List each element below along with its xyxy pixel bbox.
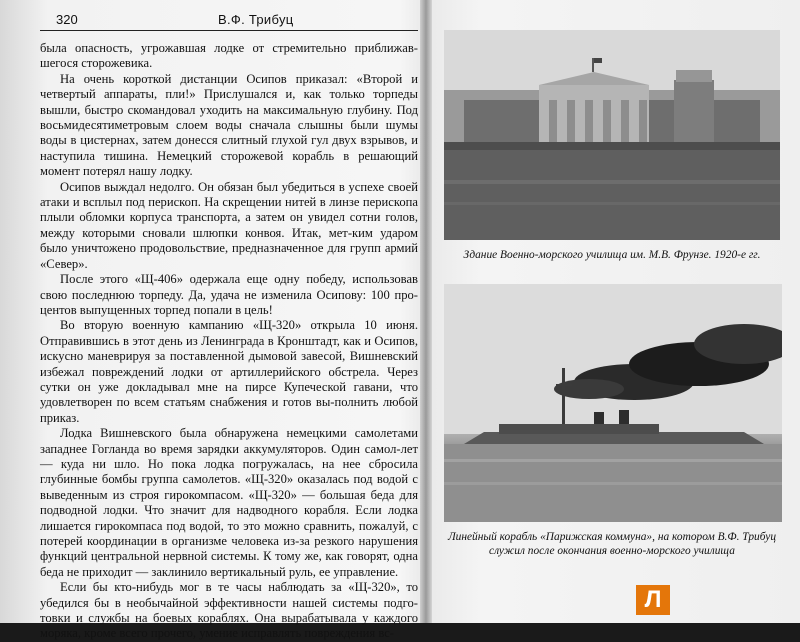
publisher-logo: Л xyxy=(636,585,670,615)
paragraph: Во вторую военную кампанию «Щ-320» открыла 10 июня. Отправившись в этот день из Ленинграда в Кронштадт, как и Осипов, искусно маневрируя за поставленной дымовой завесой, Вишневский избежал повреждений лодки от артиллерийского обстрела. Через сутки он уже докладывал мне на пирсе Купеческой гавани, что удовлетворен по всем статьям снабжения и готов вы-полнить любой приказ. xyxy=(40,318,418,425)
photo-caption-bottom xyxy=(432,530,792,558)
running-head: В.Ф. Трибуц xyxy=(218,12,294,27)
caption-line: служил после окончания военно-морского училища xyxy=(489,545,735,557)
naval-academy-photo xyxy=(444,30,780,240)
battleship-photo xyxy=(444,284,782,522)
paragraph: Если бы кто-нибудь мог в те часы наблюдать за «Щ-320», то убедился бы в необычайной эффективности нашей системы подго-товки и службы на боевых кораблях. Она вырабатывала у каждого моряка, кроме всего прочего, умение исправлять повреждения вс- xyxy=(40,580,418,641)
page-number: 320 xyxy=(56,12,78,27)
naval-academy-illustration xyxy=(444,30,780,240)
paragraph: Осипов выждал недолго. Он обязан был убедиться в успехе своей атаки и всплыл под перископ. На скрещении нитей в линзе перископа плыли обломки корпуса транспорта, а затем он увидел сотни голов, между которыми сновали шлюпки конвоя. Итак, мет-ким ударом было уничтожено продовольствие, предназначенное для групп армий «Север». xyxy=(40,179,418,271)
battleship-illustration xyxy=(444,284,782,522)
paragraph: Лодка Вишневского была обнаружена немецкими самолетами западнее Гогланда во время зарядки аккумуляторов. Один самол-лет — куда ни шло. Но пока лодка погружалась, на нее сбросила глубинные бомбы группа самолетов. «Щ-320» оказалась под водой с выведенным из строя гирокомпасом. «Щ-320» — большая беда для подводной лодки. Что значит для надводного корабля. Если лодка лишается гирокомпаса под водой, то это можно сравнить, пожалуй, с потерей координации в организме человека из-за резкого нарушения функций центральной нервной системы. К тому же, как говорят, одна беда не приходит — заклинило вертикальный руль, ее управление. xyxy=(40,426,418,579)
paragraph: была опасность, угрожавшая лодке от стремительно приближав-шегося сторожевика. xyxy=(40,41,418,71)
body-text xyxy=(40,41,418,642)
left-page xyxy=(40,8,418,641)
caption-line: Линейный корабль «Парижская коммуна», на котором В.Ф. Трибуц xyxy=(447,531,777,543)
book-gutter xyxy=(420,0,432,623)
photo-caption-top: Здание Военно-морского училища им. М.В. Фрунзе. 1920-е гг. xyxy=(463,249,761,261)
right-page xyxy=(432,8,792,618)
page-header xyxy=(40,8,418,31)
paragraph: После этого «Щ-406» одержала еще одну победу, использовав свою последнюю торпеду. Да, удача не изменила Осипову: 100 про-центов выпущенных торпед попали в цель! xyxy=(40,272,418,317)
paragraph: На очень короткой дистанции Осипов приказал: «Второй и четвертый аппараты, пли!» Прислушался и, как только торпеды вышли, быстро скомандовал уходить на максимальную глубину. Под восьмидесятиметровым слоем воды сначала слышны были шумы воды в цистернах, затем донесся слитный глухой гул двух взрывов, и наступила тишина. Немецкий сторожевой корабль в решающий момент потерял нашу лодку. xyxy=(40,71,418,179)
